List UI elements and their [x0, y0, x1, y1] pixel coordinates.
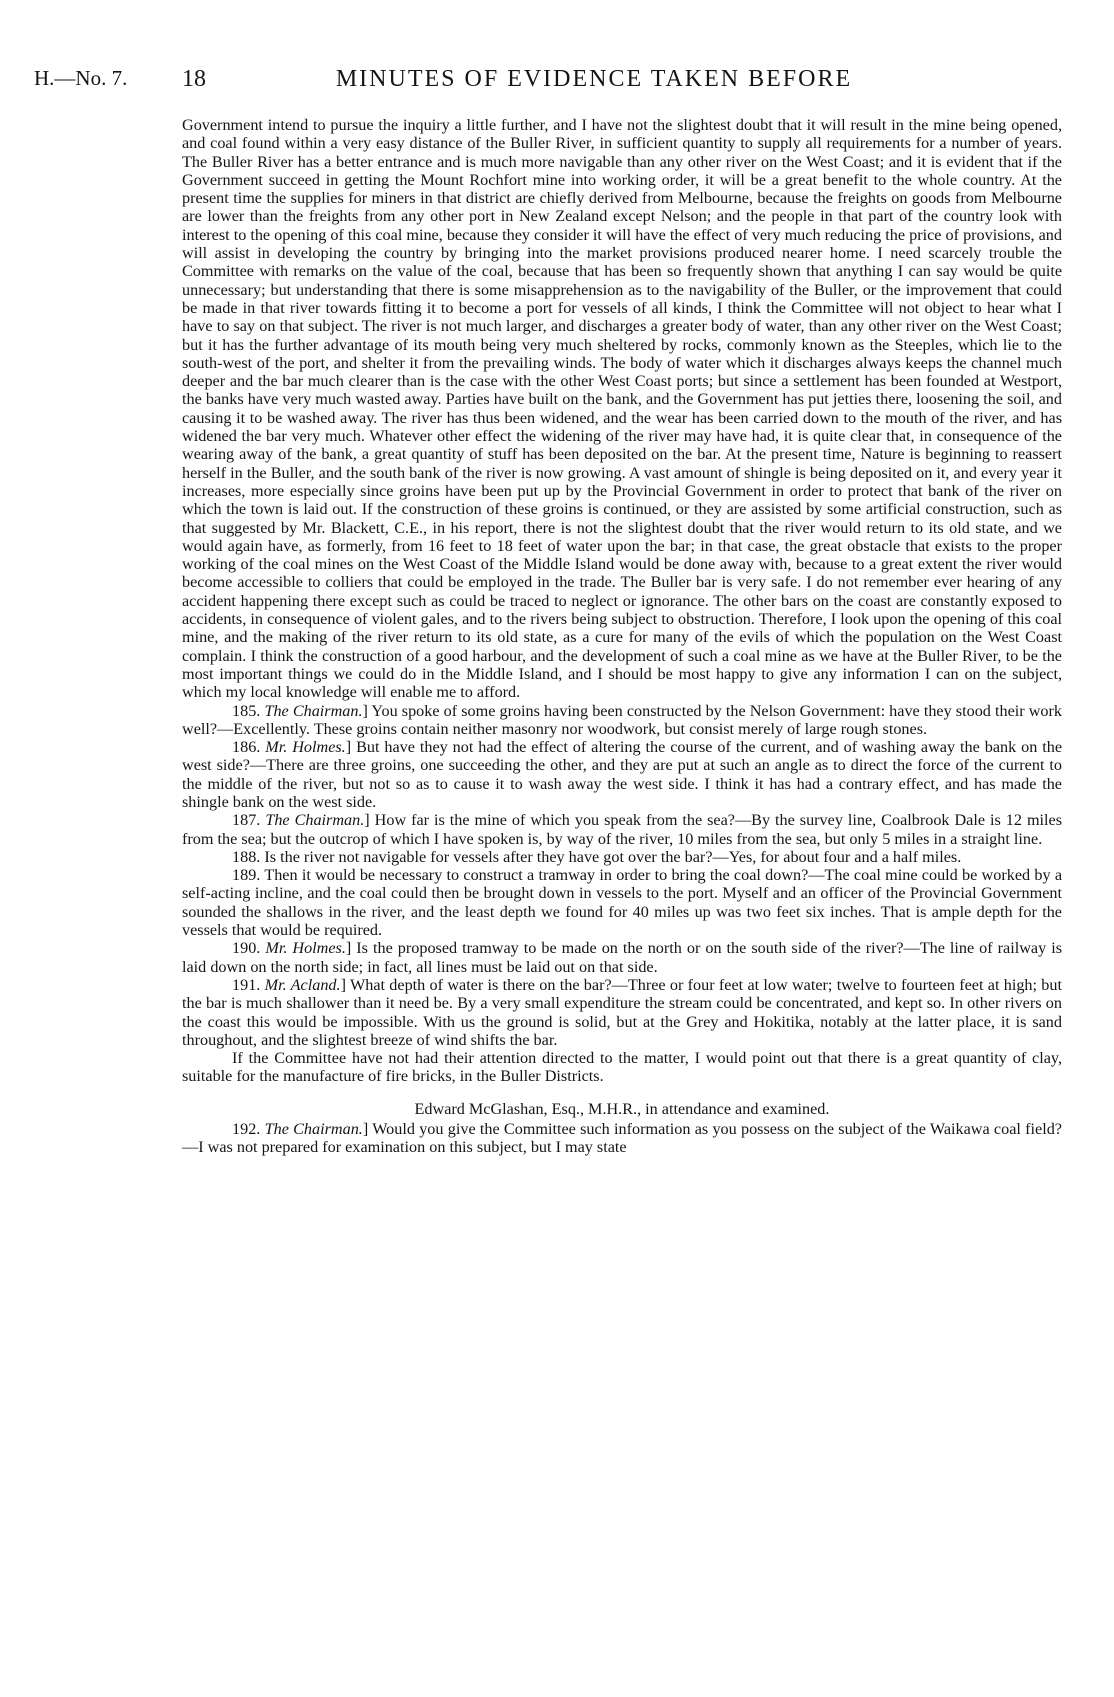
- question-number: 188.: [232, 847, 261, 866]
- question-text: Would you give the Committee such information as you possess on the subject of the Waikawa coal field?—I was not prepared for examination on this subject, but I may state: [182, 1120, 1062, 1157]
- witness-heading: Edward McGlashan, Esq., M.H.R., in attendance and examined.: [414, 1099, 830, 1118]
- document-body: [182, 116, 1062, 1157]
- question-text: You spoke of some groins having been constructed by the Nelson Government: have they stood their work well?—Excellently. These groins contain neither masonry nor woodwork, but consist merely of large rough stones.: [182, 701, 1063, 738]
- speaker: The Chairman.: [264, 701, 363, 720]
- evidence-paragraph: Government intend to pursue the inquiry a little further, and I have not the slightest doubt that it will result in the mine being opened, and coal found within a very easy distance of the Buller River, in sufficient quantity to supply all requirements for a number of years. The Buller River has a better entrance and is much more navigable than any other river on the West Coast; and it is evident that if the Government succeed in getting the Mount Rochfort mine into working order, it will be a great benefit to the whole country. At the present time the supplies for miners in that district are chiefly derived from Melbourne, because the freights on goods from Melbourne are lower than the freights from any other port in New Zealand except Nelson; and the people in that part of the country look with interest to the opening of this coal mine, because they consider it will have the effect of very much reducing the price of provisions, and will assist in developing the country by bringing into the market provisions produced nearer home. I need scarcely trouble the Committee with remarks on the value of the coal, because that has been so frequently shown that anything I can say would be quite unnecessary; but understanding that there is some misapprehension as to the navigability of the Buller, or the improvement that could be made in that river towards fitting it to become a port for vessels of all kinds, I think the Committee will not object to hear what I have to say on that subject. The river is not much larger, and discharges a greater body of water, than any other river on the West Coast; but it has the further advantage of its mouth being very much sheltered by rocks, commonly known as the Steeples, which lie to the south-west of the port, and shelter it from the prevailing winds. The body of water which it discharges always keeps the channel much deeper and the bar much clearer than is the case with the other West Coast ports; but since a settlement has been founded at Westport, the banks have very much wasted away. Parties have built on the bank, and the Government has put jetties there, loosening the soil, and causing it to be washed away. The river has thus been widened, and the wear has been carried down to the mouth of the river, and has widened the bar very much. Whatever other effect the widening of the river may have had, it is quite clear that, in consequence of the wearing away of the bank, a great quantity of stuff has been deposited on the bar. At the present time, Nature is beginning to reassert herself in the Buller, and the south bank of the river is now growing. A vast amount of shingle is being deposited on it, and every year it increases, more especially since groins have been put up by the Provincial Government in order to protect that bank of the river on which the town is laid out. If the construction of these groins is continued, or they are assisted by some artificial construction, such as that suggested by Mr. Blackett, C.E., in his report, there is not the slightest doubt that the river would return to its old state, and we would again have, as formerly, from 16 feet to 18 feet of water upon the bar; in that case, the great obstacle that exists to the proper working of the coal mines on the West Coast of the Middle Island would be done away with, because to a great extent the river would become accessible to colliers that could be employed in the trade. The Buller bar is very safe. I do not remember ever hearing of any accident happening there except such as could be traced to neglect or ignorance. The other bars on the coast are constantly exposed to accidents, in consequence of violent gales, and to the rivers being subject to obstruction. Therefore, I look upon the opening of this coal mine, and the making of the river return to its old state, as a cure for many of the evils of which the population on the West Coast complain. I think the construction of a good harbour, and the development of such a coal mine as we have at the Buller River, to be the most important things we could do in the Middle Island, and I should be most happy to give any information I can on the subject, which my local knowledge will enable me to afford.: [182, 116, 1062, 702]
- speaker: The Chairman.: [264, 1120, 363, 1139]
- question-number: 189.: [232, 866, 261, 885]
- question-text: What depth of water is there on the bar?—Three or four feet at low water; twelve to fourteen feet at high; but the bar is much shallower than it need be. By a very small expenditure the stream could be concentrated, and kept so. In other rivers on the coast this would be impossible. With us the ground is solid, but at the Grey and Hokitika, notably at the latter place, it is sand throughout, and the slightest breeze of wind shifts the bar.: [182, 975, 1062, 1049]
- question-text: Then it would be necessary to construct a tramway in order to bring the coal down?—The coal mine could be worked by a self-acting incline, and the coal could then be brought down in vessels to the port. Myself and an officer of the Provincial Government sounded the shallows in the river, and the least depth we found for 40 miles up was two feet six inches. That is ample depth for the vessels that would be required.: [182, 866, 1062, 940]
- question-text: But have they not had the effect of altering the course of the current, and of washing away the bank on the west side?—There are three groins, one succeeding the other, and they are put at such an angle as to direct the force of the current to the middle of the river, but not so as to cause it to wash away the west side. I think it has had a contrary effect, and has made the shingle bank on the west side.: [182, 738, 1063, 811]
- clay-paragraph: If the Committee have not had their attention directed to the matter, I would point out that there is a great quantity of clay, suitable for the manufacture of fire bricks, in the Buller Districts.: [182, 1049, 1062, 1086]
- page-title: MINUTES OF EVIDENCE TAKEN BEFORE: [335, 66, 853, 92]
- question-186: 186. Mr. Holmes.] But have they not had the effect of altering the course of the current, and of washing away the bank on the west side?—There are three groins, one succeeding the other, and they are put at such an angle as to direct the force of the current to the middle of the river, but not so as to cause it to wash away the west side. I think it has had a contrary effect, and has made the shingle bank on the west side.: [182, 738, 1063, 811]
- question-number: 186.: [232, 738, 261, 757]
- question-number: 191.: [232, 975, 261, 994]
- page-number: 18: [182, 66, 206, 92]
- speaker: Mr. Holmes.: [265, 738, 346, 757]
- speaker: Mr. Acland.: [264, 975, 341, 994]
- question-text: Is the river not navigable for vessels after they have got over the bar?—Yes, for about four and a half miles.: [264, 847, 962, 866]
- question-189: [182, 866, 1062, 939]
- question-185: 185. The Chairman.] You spoke of some groins having been constructed by the Nelson Government: have they stood their work well?—Excellently. These groins contain neither masonry nor woodwork, but consist merely of large rough stones.: [182, 701, 1063, 738]
- question-188: [182, 848, 1062, 866]
- page-header: [34, 66, 1064, 96]
- question-191: 191. Mr. Acland.] What depth of water is there on the bar?—Three or four feet at low water; twelve to fourteen feet at high; but the bar is much shallower than it need be. By a very small expenditure the stream could be concentrated, and kept so. In other rivers on the coast this would be impossible. With us the ground is solid, but at the Grey and Hokitika, notably at the latter place, it is sand throughout, and the slightest breeze of wind shifts the bar.: [182, 975, 1062, 1049]
- question-number: 190.: [232, 939, 261, 958]
- question-number: 187.: [232, 811, 261, 830]
- question-187: 187. The Chairman.] How far is the mine of which you speak from the sea?—By the survey line, Coalbrook Dale is 12 miles from the sea; but the outcrop of which I have spoken is, by way of the river, 10 miles from the sea, but only 5 miles in a straight line.: [182, 811, 1063, 848]
- question-192: 192. The Chairman.] Would you give the Committee such information as you possess on the subject of the Waikawa coal field?—I was not prepared for examination on this subject, but I may state: [182, 1120, 1062, 1157]
- speaker: Mr. Holmes.: [265, 939, 346, 958]
- question-number: 192.: [232, 1120, 261, 1139]
- document-reference: H.—No. 7.: [34, 66, 128, 90]
- question-text: Is the proposed tramway to be made on the north or on the south side of the river?—The line of railway is laid down on the north side; in fact, all lines must be laid out on that side.: [182, 939, 1062, 976]
- question-text: How far is the mine of which you speak from the sea?—By the survey line, Coalbrook Dale is 12 miles from the sea; but the outcrop of which I have spoken is, by way of the river, 10 miles from the sea, but only 5 miles in a straight line.: [182, 811, 1063, 848]
- speaker: The Chairman.: [265, 811, 365, 830]
- question-number: 185.: [232, 701, 261, 720]
- question-190: 190. Mr. Holmes.] Is the proposed tramway to be made on the north or on the south side of the river?—The line of railway is laid down on the north side; in fact, all lines must be laid out on that side.: [182, 939, 1062, 976]
